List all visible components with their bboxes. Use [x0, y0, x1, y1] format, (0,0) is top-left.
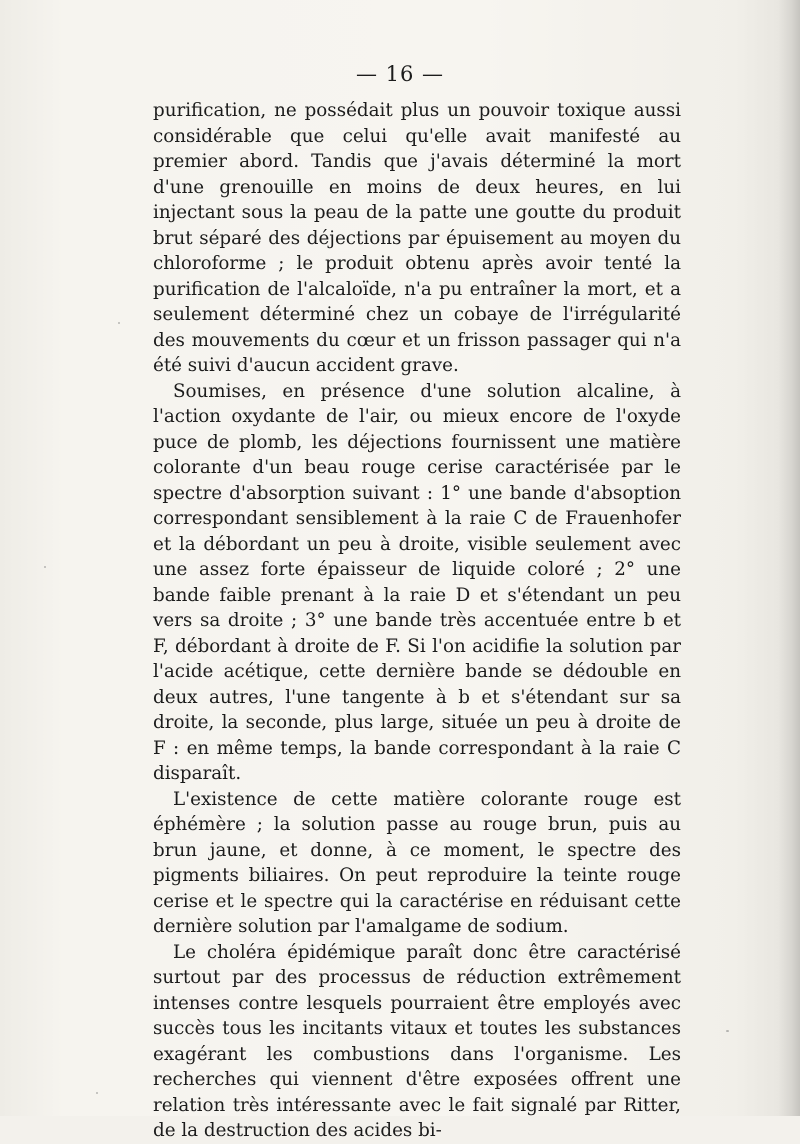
paragraph-1: purification, ne possédait plus un pouvoir toxique aussi considérable que celui qu'elle avait manifesté au premier abord. Tandis que j'avais déterminé la mort d'une grenouille en moins de deux heures, en lui injectant sous la peau de la patte une goutte du produit brut séparé des déjections par épuisement au moyen du chloroforme ; le produit obtenu après avoir tenté la purification de l'alcaloïde, n'a pu entraîner la mort, et a seulement déterminé chez un cobaye de l'irrégularité des mouvements du cœur et un frisson passager qui n'a été suivi d'aucun accident grave.	[153, 100, 681, 376]
page-number: — 16 —	[355, 62, 445, 86]
paragraph-3: L'existence de cette matière colorante rouge est éphémère ; la solution passe au rouge brun, puis au brun jaune, et donne, à ce moment, le spectre des pigments biliaires. On peut reproduire la teinte rouge cerise et le spectre qui la caractérise en réduisant cette dernière solution par l'amalgame de sodium.	[153, 788, 681, 937]
paper-speck	[726, 1030, 729, 1032]
body-text	[153, 98, 681, 1144]
page-fold-shadow	[778, 0, 800, 1116]
paragraph-2: Soumises, en présence d'une solution alcaline, à l'action oxydante de l'air, ou mieux encore de l'oxyde puce de plomb, les déjections fournissent une matière colorante d'un beau rouge cerise caractérisée par le spectre d'absorption suivant : 1° une bande d'absoption correspondant sensiblement à la raie C de Frauenhofer et la débordant un peu à droite, visible seulement avec une assez forte épaisseur de liquide coloré ; 2° une bande faible prenant à la raie D et s'étendant un peu vers sa droite ; 3° une bande très accentuée entre b et F, débordant à droite de F. Si l'on acidifie la solution par l'acide acétique, cette dernière bande se dédouble en deux autres, l'une tangente à b et s'étendant sur sa droite, la seconde, plus large, située un peu à droite de F : en même temps, la bande correspondant à la raie C disparaît.	[153, 380, 681, 784]
paper-speck	[96, 1092, 98, 1094]
paper-speck	[118, 322, 120, 324]
paper-speck	[44, 566, 46, 568]
paragraph-4: Le choléra épidémique paraît donc être caractérisé surtout par des processus de réduction extrêmement intenses contre lesquels pourraient être employés avec succès tous les incitants vitaux et toutes les substances exagérant les combustions dans l'organisme. Les recherches qui viennent d'être exposées offrent une relation très intéressante avec le fait signalé par Ritter, de la destruction des acides bi-	[153, 941, 681, 1141]
